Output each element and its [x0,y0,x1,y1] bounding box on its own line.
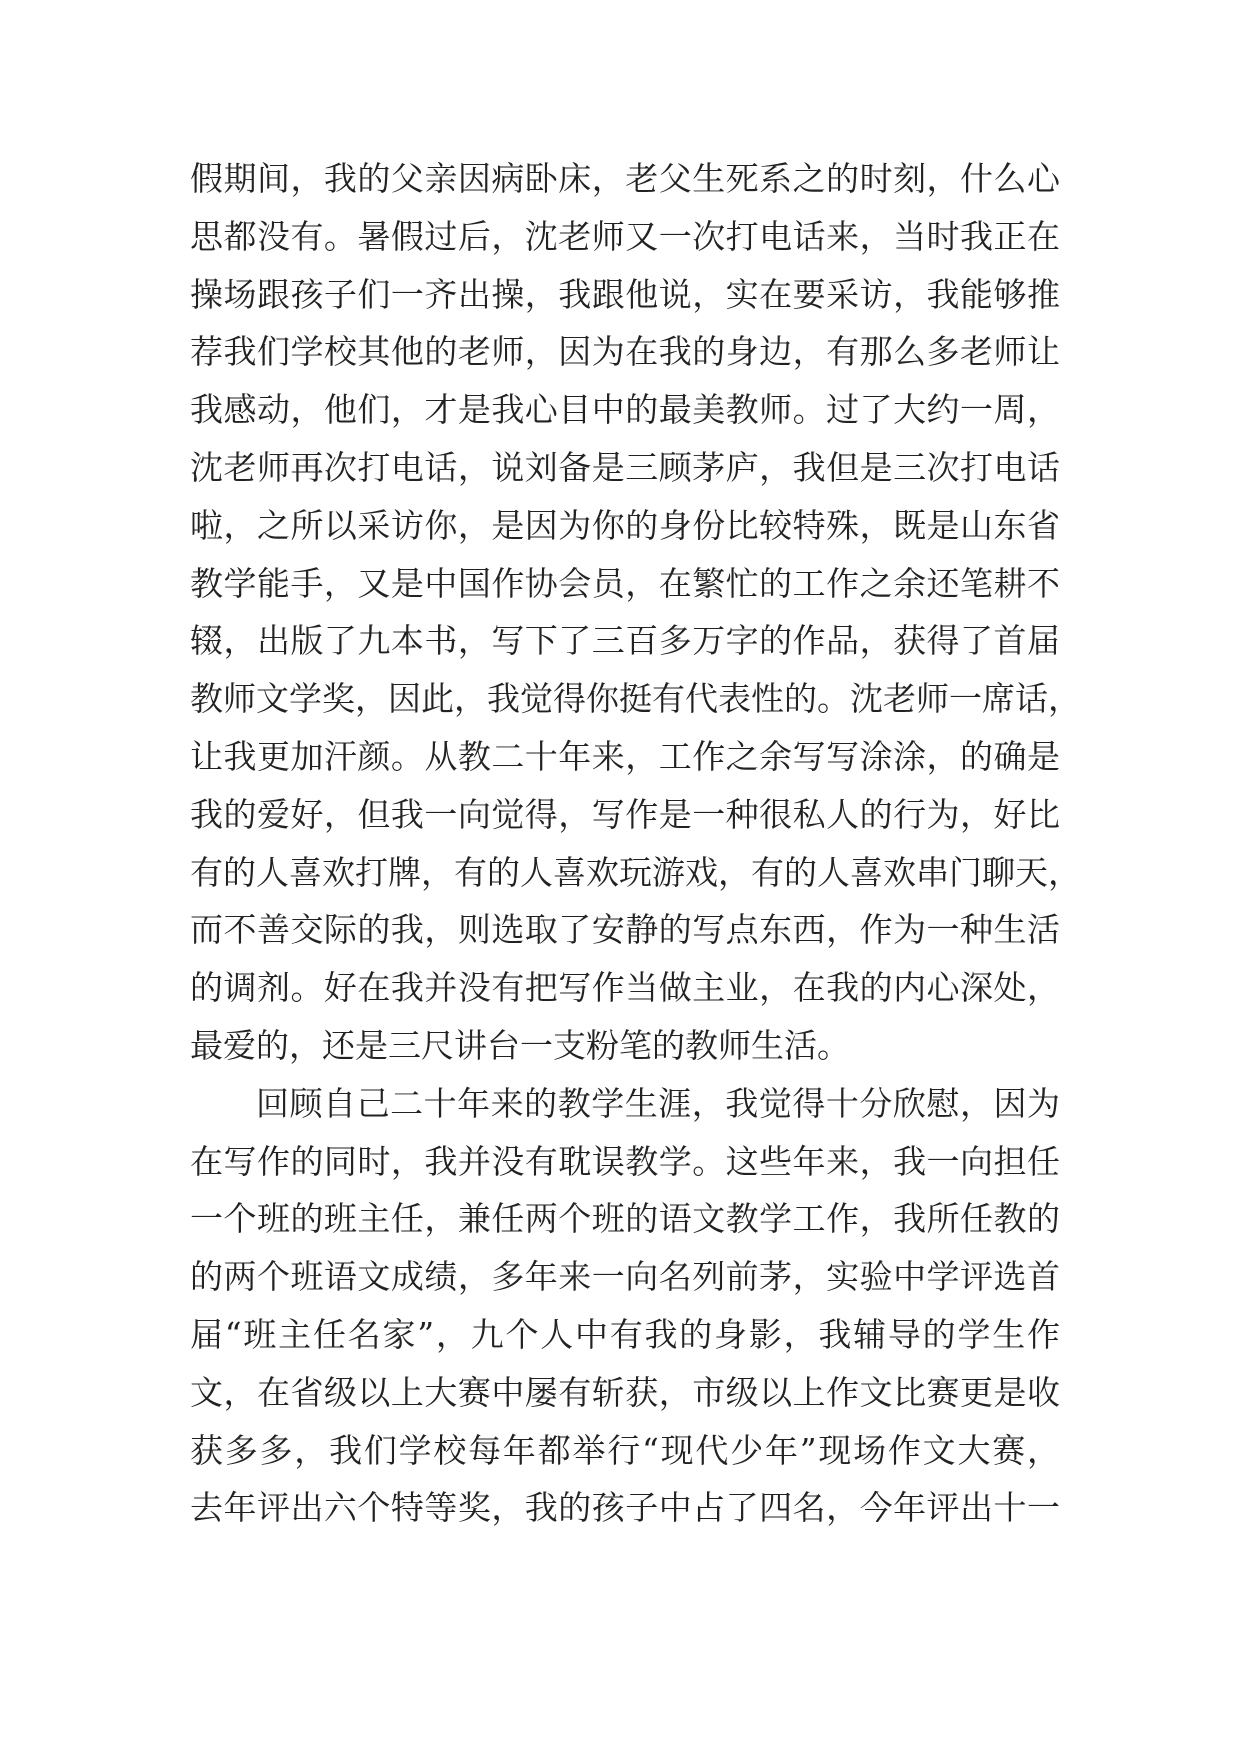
text-line: 思都没有。暑假过后，沈老师又一次打电话来，当时我正在 [190,216,1060,256]
text-line: 沈老师再次打电话，说刘备是三顾茅庐，我但是三次打电话 [190,447,1060,487]
text-line: 让我更加汗颜。从教二十年来，工作之余写写涂涂，的确是 [190,736,1060,776]
text-line: 最爱的，还是三尺讲台一支粉笔的教师生活。 [190,1025,850,1065]
text-line: 啦，之所以采访你，是因为你的身份比较特殊，既是山东省 [190,505,1060,545]
text-line: 获多多，我们学校每年都举行“现代少年”现场作文大赛， [190,1430,1060,1470]
text-line: 荐我们学校其他的老师，因为在我的身边，有那么多老师让 [190,332,1060,372]
text-line: 一个班的班主任，兼任两个班的语文教学工作，我所任教的 [190,1199,1060,1239]
text-line: 回顾自己二十年来的教学生涯，我觉得十分欣慰，因为 [256,1083,1060,1123]
text-line: 我感动，他们，才是我心目中的最美教师。过了大约一周， [190,390,1060,430]
text-line: 届“班主任名家”，九个人中有我的身影，我辅导的学生作 [190,1314,1060,1354]
text-line: 的两个班语文成绩，多年来一向名列前茅，实验中学评选首 [190,1257,1060,1297]
text-line: 的调剂。好在我并没有把写作当做主业，在我的内心深处， [190,968,1060,1008]
text-line: 有的人喜欢打牌，有的人喜欢玩游戏，有的人喜欢串门聊天， [190,852,1081,892]
text-line: 辍，出版了九本书，写下了三百多万字的作品，获得了首届 [190,621,1060,661]
paragraph-1 [190,150,1081,1075]
document-body [190,150,1081,1537]
text-line: 文，在省级以上大赛中屡有斩获，市级以上作文比赛更是收 [190,1372,1060,1412]
text-line: 在写作的同时，我并没有耽误教学。这些年来，我一向担任 [190,1141,1060,1181]
text-line: 而不善交际的我，则选取了安静的写点东西，作为一种生活 [190,910,1060,950]
text-line: 教学能手，又是中国作协会员，在繁忙的工作之余还笔耕不 [190,563,1060,603]
text-line: 假期间，我的父亲因病卧床，老父生死系之的时刻，什么心 [190,159,1060,198]
text-line: 操场跟孩子们一齐出操，我跟他说，实在要采访，我能够推 [190,274,1060,314]
text-line: 去年评出六个特等奖，我的孩子中占了四名，今年评出十一 [190,1488,1060,1528]
text-line: 教师文学奖，因此，我觉得你挺有代表性的。沈老师一席话， [190,679,1081,719]
text-line: 我的爱好，但我一向觉得，写作是一种很私人的行为，好比 [190,794,1060,834]
paragraph-2 [190,1075,1060,1537]
